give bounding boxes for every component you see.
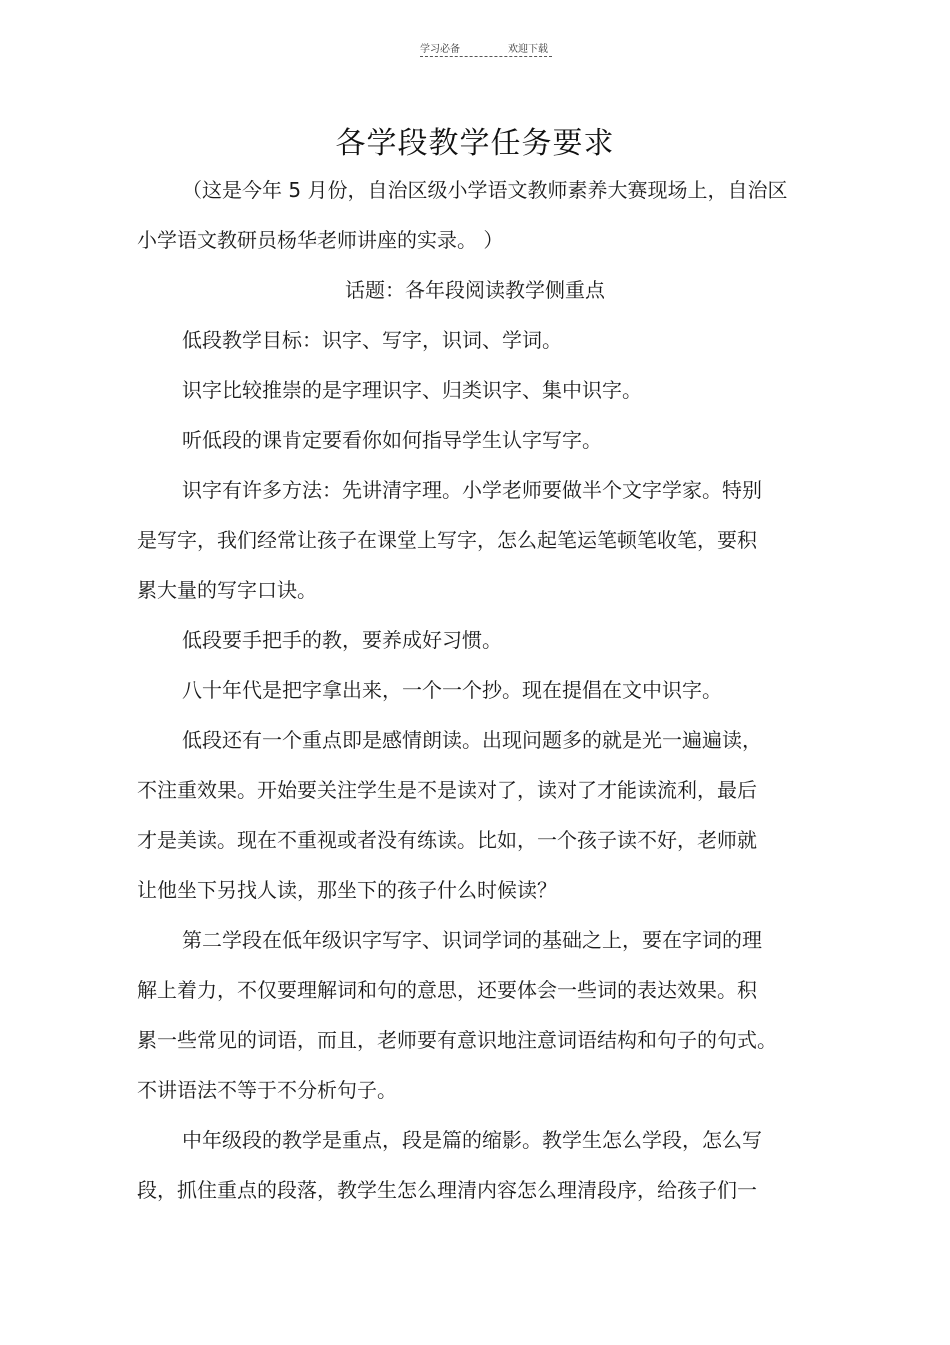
paragraph-line: 低段教学目标：识字、写字，识词、学词。 (182, 328, 562, 352)
paragraph-line: 识字有许多方法：先讲清字理。小学老师要做半个文字学家。特别 (182, 478, 762, 502)
paragraph-line: 低段要手把手的教，要养成好习惯。 (182, 628, 502, 652)
topic-heading: 话题：各年段阅读教学侧重点 (345, 278, 605, 302)
paragraph-line: 识字比较推崇的是字理识字、归类识字、集中识字。 (182, 378, 642, 402)
paragraph-line: 小学语文教研员杨华老师讲座的实录。 ） (137, 228, 504, 252)
paragraph-line: 听低段的课肯定要看你如何指导学生认字写字。 (182, 428, 602, 452)
paragraph-line: 解上着力，不仅要理解词和句的意思，还要体会一些词的表达效果。积 (137, 978, 757, 1002)
header-left-text: 学习必备 (420, 44, 460, 55)
paragraph-line: （这是今年 5 月份，自治区级小学语文教师素养大赛现场上，自治区 (182, 178, 788, 202)
paragraph-line: 才是美读。现在不重视或者没有练读。比如，一个孩子读不好，老师就 (137, 828, 757, 852)
paragraph-line: 中年级段的教学是重点，段是篇的缩影。教学生怎么学段，怎么写 (182, 1128, 762, 1152)
header-right-text: 欢迎下载 (508, 44, 548, 55)
paragraph-line: 是写字，我们经常让孩子在课堂上写字，怎么起笔运笔顿笔收笔，要积 (137, 528, 757, 552)
paragraph-line: 累一些常见的词语，而且，老师要有意识地注意词语结构和句子的句式。 (137, 1028, 777, 1052)
paragraph-line: 不讲语法不等于不分析句子。 (137, 1078, 397, 1102)
paragraph-line: 低段还有一个重点即是感情朗读。出现问题多的就是光一遍遍读， (182, 728, 762, 752)
paragraph-line: 累大量的写字口诀。 (137, 578, 317, 602)
paragraph-line: 让他坐下另找人读，那坐下的孩子什么时候读？ (137, 878, 557, 902)
paragraph-line: 段，抓住重点的段落，教学生怎么理清内容怎么理清段序，给孩子们一 (137, 1178, 757, 1202)
document-title: 各学段教学任务要求 (335, 126, 615, 161)
paragraph-line: 不注重效果。开始要关注学生是不是读对了，读对了才能读流利，最后 (137, 778, 757, 802)
paragraph-line: 八十年代是把字拿出来，一个一个抄。现在提倡在文中识字。 (182, 678, 722, 702)
paragraph-line: 第二学段在低年级识字写字、识词学词的基础之上，要在字词的理 (182, 928, 762, 952)
page-header (420, 38, 552, 57)
